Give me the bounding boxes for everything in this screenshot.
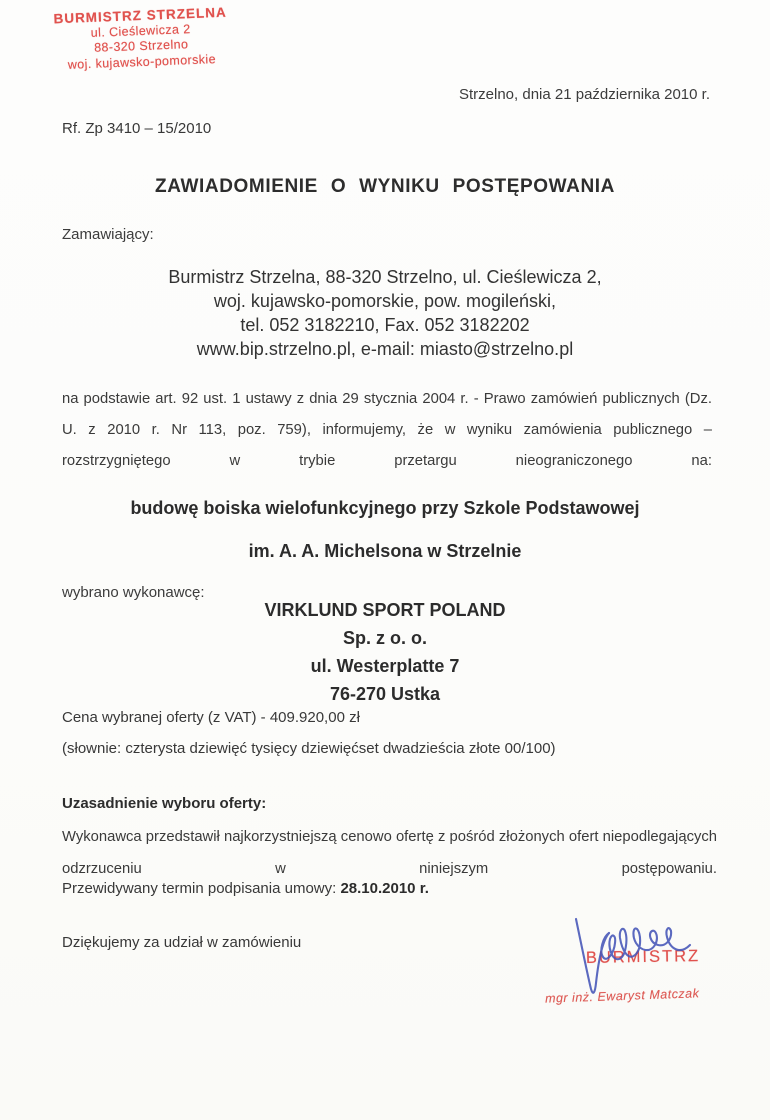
stamp-postal-city: 88-320 Strzelno <box>93 37 189 55</box>
document-title: ZAWIADOMIENIE O WYNIKU POSTĘPOWANIA <box>154 176 615 197</box>
place-and-date: Strzelno, dnia 21 października 2010 r. <box>459 86 710 103</box>
justification-text: Wykonawca przedstawił najkorzystniejszą cenowo ofertę z pośród złożonych ofert niepodlegających odzrzuceniu w niniejszym postępowaniu. <box>62 829 717 877</box>
legal-basis-paragraph: na podstawie art. 92 ust. 1 ustawy z dnia 29 stycznia 2004 r. - Prawo zamówień publicznych (Dz. U. z 2010 r. Nr 113, poz. 759), informujemy, że w wyniku zamówienia publicznego – rozstrzygniętego w trybie przetargu nieograniczonego na: <box>62 391 712 469</box>
subject-line-1: budowę boiska wielofunkcyjnego przy Szkole Podstawowej <box>130 498 640 518</box>
offer-price: Cena wybranej oferty (z VAT) - 409.920,00 zł <box>62 709 360 726</box>
reference-number: Rf. Zp 3410 – 15/2010 <box>62 120 212 137</box>
ordering-party-address <box>0 265 770 361</box>
signing-label: Przewidywany termin podpisania umowy: <box>62 880 341 897</box>
closing-thanks: Dziękujemy za udział w zamówieniu <box>62 934 302 951</box>
ordering-party-label: Zamawiający: <box>62 226 154 243</box>
offer-price-in-words: (słownie: czterysta dziewięć tysięcy dziewięćset dwadzieścia złote 00/100) <box>62 740 556 757</box>
orderer-line-4: www.bip.strzelno.pl, e-mail: miasto@strzelno.pl <box>196 339 574 359</box>
contractor-city: 76-270 Ustka <box>329 684 441 704</box>
orderer-line-2: woj. kujawsko-pomorskie, pow. mogileński, <box>213 291 557 311</box>
office-address-stamp <box>25 4 257 75</box>
orderer-line-1: Burmistrz Strzelna, 88-320 Strzelno, ul. Cieślewicza 2, <box>168 267 602 287</box>
stamp-street: ul. Cieślewicza 2 <box>90 21 191 40</box>
contractor-legal-form: Sp. z o. o. <box>343 628 427 648</box>
stamp-office-name: BURMISTRZ STRZELNA <box>53 4 227 27</box>
signing-date: 28.10.2010 r. <box>340 880 429 897</box>
procurement-subject <box>0 487 770 573</box>
justification-heading: Uzasadnienie wyboru oferty: <box>62 795 267 812</box>
signatory-name-stamp: mgr inż. Ewaryst Matczak <box>544 986 700 1006</box>
contract-signing-line <box>62 880 429 897</box>
signature-stamp-title: BURMISTRZ <box>585 947 701 967</box>
orderer-line-3: tel. 052 3182210, Fax. 052 3182202 <box>240 315 530 335</box>
contractor-name: VIRKLUND SPORT POLAND <box>264 600 506 620</box>
contractor-street: ul. Westerplatte 7 <box>310 656 460 676</box>
contractor-label: wybrano wykonawcę: <box>62 584 205 601</box>
subject-line-2: im. A. A. Michelsona w Strzelnie <box>248 541 522 561</box>
contractor-address <box>0 596 770 708</box>
stamp-voivodeship: woj. kujawsko-pomorskie <box>67 51 217 72</box>
